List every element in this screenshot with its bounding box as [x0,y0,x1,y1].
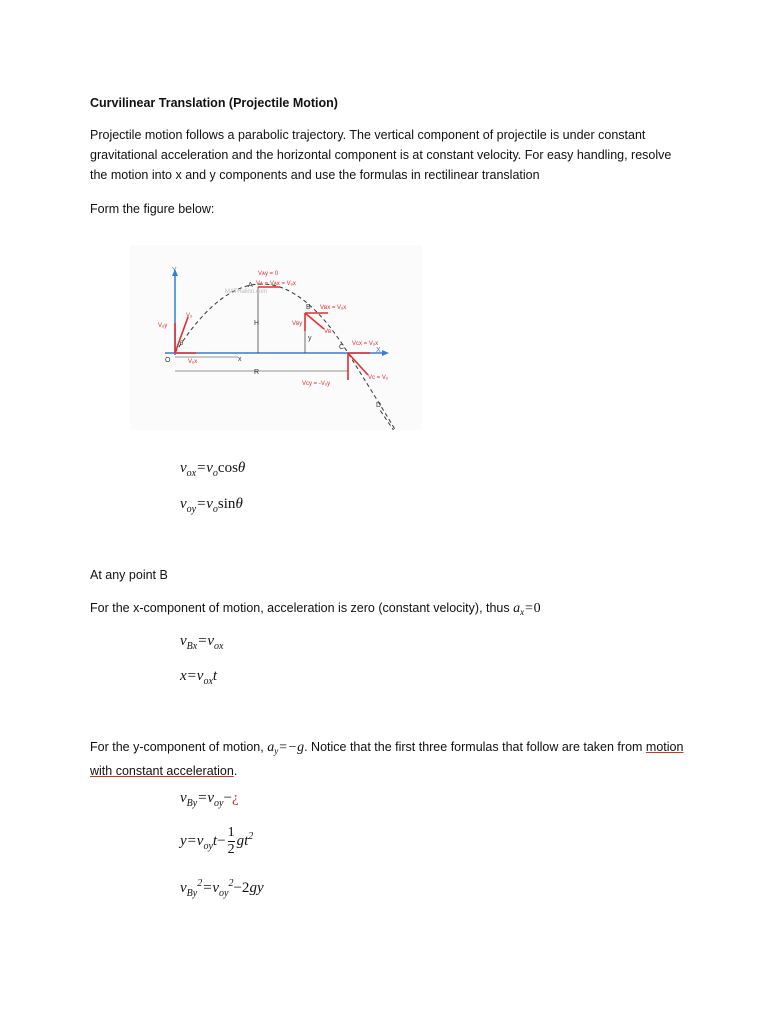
x-component-text: For the x-component of motion, acceleration is zero (constant velocity), thus $a_x=0$ [90,601,541,617]
equation-vby-squared: $v_{By}^2=v_{oy}^2-2gy$ [180,878,264,899]
label-vo: Vₒ [186,313,193,319]
label-H: H [254,320,260,327]
point-b-heading: At any point B [90,568,168,582]
y-axis-label: Y [172,267,177,274]
label-vcx: Vᴄx = Vₒx [352,341,379,347]
label-vcy: Vᴄy = -Vₒy [302,381,331,387]
origin-label: O [165,357,171,364]
label-B: B [306,304,311,311]
equation-voy: $v_{oy}=v_o\sin\theta$ [180,496,243,515]
equation-vox: $v_{ox}=v_o\cos\theta$ [180,460,246,479]
figure-caption: Form the figure below: [90,202,215,216]
label-R: R [254,369,260,376]
label-vox: Vₒx [188,359,198,365]
label-y: y [308,335,312,342]
label-D: D [376,402,382,409]
label-C: C [339,344,345,351]
label-vb: Vʙ [324,329,332,335]
watermark: MATHalino.com [225,289,268,295]
equation-vby: $v_{By}=v_{oy}-¿$ [180,790,239,809]
equation-x: $x=v_{ox}t$ [180,668,218,687]
label-voy: Vₒy [158,323,168,329]
x-axis-label: X [376,347,381,354]
label-vby: Vʙy [292,321,303,327]
label-vay: Vᴀy = 0 [258,271,279,277]
label-theta: θ [180,341,184,347]
equation-y: $y=v_{oy}t-$ $\frac{1}{2}$ $gt^2$ [180,825,254,857]
label-x: x [238,356,242,363]
intro-paragraph: Projectile motion follows a parabolic trajectory. The vertical component of projectile is under constant gravitational acceleration and the horizontal component is at constant velocity. For easy handling, resolve the motion into x and y components and use the formulas in rectilinear translation [90,128,672,182]
label-va: Vᴀ = Vᴀx = Vₒx [256,281,296,287]
equation-vbx: $v_{Bx}=v_{ox}$ [180,633,224,652]
projectile-figure [130,245,422,430]
constant-acceleration-link[interactable]: motion with constant acceleration [90,740,684,778]
y-component-text: For the y-component of motion, $a_y=-g$. Notice that the first three formulas that follow are taken from motion with constant acceleration. [90,740,684,778]
label-vbx: Vʙx = Vₒx [320,305,347,311]
label-A: A [248,282,253,289]
section-title: Curvilinear Translation (Projectile Motion) [90,96,338,110]
label-vc: Vᴄ = Vₒ [368,375,389,381]
